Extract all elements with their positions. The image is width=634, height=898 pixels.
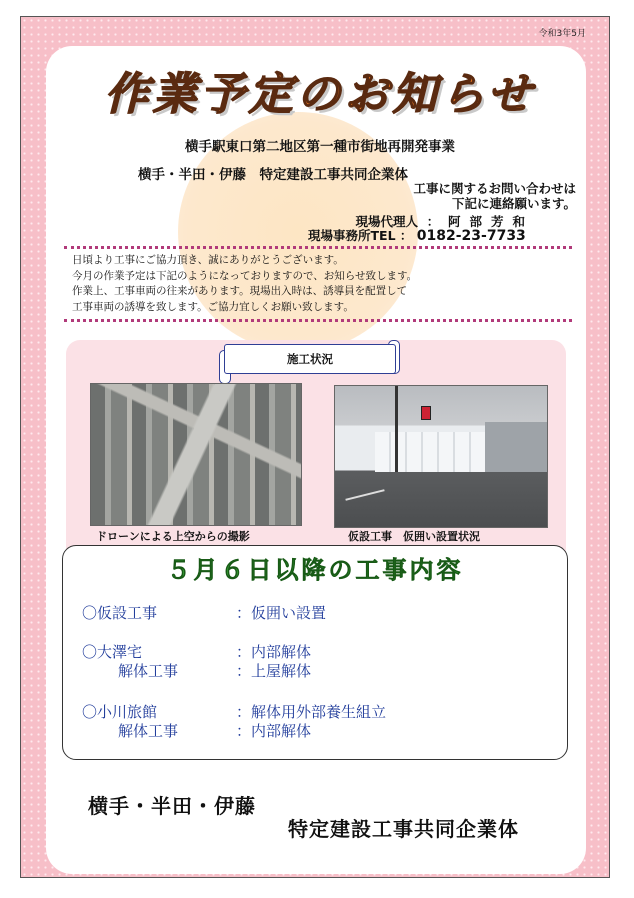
greeting-line: 作業上、工事車両の往来があります。現場出入時は、誘導員を配置して <box>72 285 408 297</box>
site-manager-label: 現場代理人 <box>355 214 418 229</box>
temporary-fence-photo <box>334 385 548 528</box>
aerial-photo-caption: ドローンによる上空からの撮影 <box>96 530 250 543</box>
contact-note-line1: 工事に関するお問い合わせは <box>413 181 576 196</box>
contact-note <box>413 181 576 211</box>
contact-note-line2: 下記に連絡願います。 <box>451 196 576 211</box>
work-heading: ５月６日以降の工事内容 <box>166 556 464 584</box>
footer-jv-line1: 横手・半田・伊藤 <box>88 794 256 818</box>
divider-bottom <box>64 319 572 322</box>
site-office-label: 現場事務所TEL <box>308 228 396 243</box>
colon: ： <box>422 214 444 229</box>
aerial-drone-photo <box>90 383 302 526</box>
work-item-detail: ：仮囲い設置 <box>236 604 327 622</box>
work-item-detail: ：解体用外部養生組立 <box>236 703 387 721</box>
footer-jv-line2: 特定建設工事共同企業体 <box>288 817 519 841</box>
work-item-detail: ：上屋解体 <box>236 662 312 680</box>
work-item-label: 〇大澤宅 <box>82 643 143 661</box>
page-title: 作業予定のお知らせ <box>104 69 536 120</box>
work-item-detail: ：内部解体 <box>236 643 312 661</box>
building-shape <box>485 422 547 472</box>
road-marking-shape <box>345 489 384 501</box>
contractor-jv: 横手・半田・伊藤 特定建設工事共同企業体 <box>138 167 408 183</box>
status-banner: 施工状況 <box>224 344 396 374</box>
greeting-text <box>72 253 417 315</box>
greeting-line: 工事車両の誘導を致します。ご協力宜しくお願い致します。 <box>72 300 354 313</box>
greeting-line: 日頃より工事にご協力頂き、誠にありがとうございます。 <box>72 254 344 266</box>
issue-date: 令和3年5月 <box>538 29 586 39</box>
site-office <box>308 226 526 244</box>
work-item-label: 解体工事 <box>118 662 179 680</box>
site-office-tel: 0182-23-7733 <box>416 228 526 244</box>
site-photo-caption: 仮設工事 仮囲い設置状況 <box>348 530 480 543</box>
utility-pole-shape <box>395 386 398 472</box>
site-manager-name: 阿部芳和 <box>447 214 534 229</box>
fence-shape <box>375 432 485 472</box>
traffic-light-shape <box>421 406 431 420</box>
work-item-label: 〇小川旅館 <box>82 703 158 721</box>
work-item-label: 解体工事 <box>118 722 179 740</box>
work-item-label: 〇仮設工事 <box>82 604 158 622</box>
work-item-detail: ：内部解体 <box>236 722 312 740</box>
colon: ： <box>399 228 413 243</box>
greeting-line: 今月の作業予定は下記のようになっておりますので、お知らせ致します。 <box>72 269 418 282</box>
divider-top <box>64 246 572 249</box>
project-name: 横手駅東口第二地区第一種市街地再開発事業 <box>185 139 455 155</box>
